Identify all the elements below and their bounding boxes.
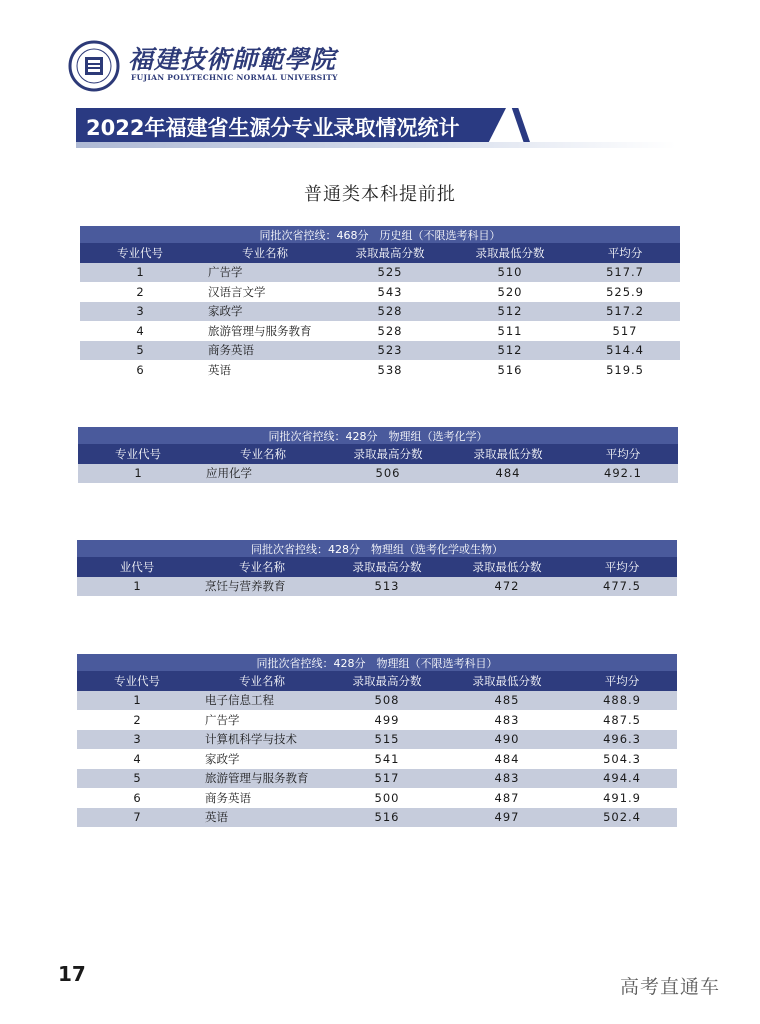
max-score-cell: 499 — [327, 710, 447, 730]
school-name-en: FUJIAN POLYTECHNIC NORMAL UNIVERSITY — [131, 73, 338, 82]
min-score-cell: 483 — [447, 710, 567, 730]
table-row — [77, 769, 677, 789]
table-row — [77, 730, 677, 750]
min-score-cell: 483 — [447, 769, 567, 789]
table-caption-row — [77, 540, 677, 557]
major-name-cell: 广告学 — [200, 263, 330, 283]
max-score-cell: 513 — [327, 577, 447, 597]
major-code-cell: 1 — [78, 464, 198, 484]
page-title: 2022年福建省生源分专业录取情况统计 — [86, 116, 460, 140]
max-score-cell: 538 — [330, 360, 450, 380]
table-row — [78, 464, 678, 484]
major-code-cell: 3 — [77, 730, 197, 750]
avg-score-cell: 502.4 — [567, 808, 677, 828]
admission-table-physics-chemistry — [78, 427, 678, 483]
column-header: 业代号 — [77, 557, 197, 577]
school-seal-icon — [68, 40, 120, 92]
column-header: 专业名称 — [198, 444, 328, 464]
column-header: 平均分 — [570, 243, 680, 263]
max-score-cell: 543 — [330, 282, 450, 302]
table-header-row — [80, 243, 680, 263]
avg-score-cell: 487.5 — [567, 710, 677, 730]
min-score-cell: 512 — [450, 341, 570, 361]
column-header: 录取最低分数 — [450, 243, 570, 263]
major-code-cell: 2 — [77, 710, 197, 730]
avg-score-cell: 504.3 — [567, 749, 677, 769]
min-score-cell: 516 — [450, 360, 570, 380]
table-header-row — [77, 671, 677, 691]
table-header-row — [77, 557, 677, 577]
column-header: 平均分 — [567, 557, 677, 577]
major-code-cell: 4 — [80, 321, 200, 341]
column-header: 录取最高分数 — [328, 444, 448, 464]
major-code-cell: 1 — [80, 263, 200, 283]
table-caption: 同批次省控线：428分 物理组（选考化学或生物） — [77, 540, 677, 557]
min-score-cell: 485 — [447, 691, 567, 711]
banner-underline — [76, 142, 676, 148]
max-score-cell: 506 — [328, 464, 448, 484]
avg-score-cell: 517.2 — [570, 302, 680, 322]
table-row — [77, 710, 677, 730]
max-score-cell: 523 — [330, 341, 450, 361]
table-row — [80, 341, 680, 361]
table-caption: 同批次省控线：428分 物理组（不限选考科目） — [77, 654, 677, 671]
major-name-cell: 英语 — [197, 808, 327, 828]
major-name-cell: 商务英语 — [197, 788, 327, 808]
table-row — [80, 282, 680, 302]
major-name-cell: 家政学 — [200, 302, 330, 322]
major-name-cell: 英语 — [200, 360, 330, 380]
min-score-cell: 487 — [447, 788, 567, 808]
min-score-cell: 484 — [447, 749, 567, 769]
max-score-cell: 541 — [327, 749, 447, 769]
major-code-cell: 3 — [80, 302, 200, 322]
major-code-cell: 5 — [77, 769, 197, 789]
table-caption: 同批次省控线：468分 历史组（不限选考科目） — [80, 226, 680, 243]
table-row — [77, 577, 677, 597]
max-score-cell: 528 — [330, 302, 450, 322]
table-caption-row — [80, 226, 680, 243]
min-score-cell: 472 — [447, 577, 567, 597]
min-score-cell: 497 — [447, 808, 567, 828]
admission-table-physics-chem-or-bio — [77, 540, 677, 596]
min-score-cell: 520 — [450, 282, 570, 302]
column-header: 录取最高分数 — [330, 243, 450, 263]
major-name-cell: 家政学 — [197, 749, 327, 769]
column-header: 专业名称 — [197, 671, 327, 691]
column-header: 录取最低分数 — [447, 557, 567, 577]
watermark: 高考直通车 — [620, 976, 721, 998]
section-title: 普通类本科提前批 — [304, 184, 456, 205]
major-name-cell: 旅游管理与服务教育 — [200, 321, 330, 341]
avg-score-cell: 517 — [570, 321, 680, 341]
table-caption-row — [77, 654, 677, 671]
major-code-cell: 7 — [77, 808, 197, 828]
avg-score-cell: 519.5 — [570, 360, 680, 380]
column-header: 专业代号 — [77, 671, 197, 691]
major-name-cell: 汉语言文学 — [200, 282, 330, 302]
column-header: 专业代号 — [78, 444, 198, 464]
table-caption-row — [78, 427, 678, 444]
major-code-cell: 1 — [77, 691, 197, 711]
major-code-cell: 6 — [80, 360, 200, 380]
max-score-cell: 517 — [327, 769, 447, 789]
avg-score-cell: 491.9 — [567, 788, 677, 808]
min-score-cell: 512 — [450, 302, 570, 322]
major-name-cell: 旅游管理与服务教育 — [197, 769, 327, 789]
avg-score-cell: 525.9 — [570, 282, 680, 302]
min-score-cell: 510 — [450, 263, 570, 283]
major-code-cell: 6 — [77, 788, 197, 808]
avg-score-cell: 488.9 — [567, 691, 677, 711]
column-header: 专业名称 — [197, 557, 327, 577]
major-name-cell: 烹饪与营养教育 — [197, 577, 327, 597]
table-row — [80, 263, 680, 283]
table-header-row — [78, 444, 678, 464]
major-name-cell: 应用化学 — [198, 464, 328, 484]
title-banner — [76, 108, 676, 152]
max-score-cell: 500 — [327, 788, 447, 808]
admission-table-history — [80, 226, 680, 380]
major-name-cell: 广告学 — [197, 710, 327, 730]
avg-score-cell: 514.4 — [570, 341, 680, 361]
avg-score-cell: 494.4 — [567, 769, 677, 789]
major-code-cell: 5 — [80, 341, 200, 361]
avg-score-cell: 477.5 — [567, 577, 677, 597]
page-number: 17 — [58, 962, 86, 986]
column-header: 录取最高分数 — [327, 557, 447, 577]
column-header: 专业名称 — [200, 243, 330, 263]
major-code-cell: 1 — [77, 577, 197, 597]
major-name-cell: 计算机科学与技术 — [197, 730, 327, 750]
banner-stripe — [504, 108, 530, 142]
avg-score-cell: 517.7 — [570, 263, 680, 283]
major-name-cell: 商务英语 — [200, 341, 330, 361]
admission-table-physics-any — [77, 654, 677, 827]
column-header: 专业代号 — [80, 243, 200, 263]
column-header: 录取最低分数 — [447, 671, 567, 691]
column-header: 平均分 — [568, 444, 678, 464]
avg-score-cell: 496.3 — [567, 730, 677, 750]
table-row — [80, 302, 680, 322]
table-row — [77, 788, 677, 808]
table-row — [77, 808, 677, 828]
min-score-cell: 490 — [447, 730, 567, 750]
max-score-cell: 508 — [327, 691, 447, 711]
avg-score-cell: 492.1 — [568, 464, 678, 484]
major-name-cell: 电子信息工程 — [197, 691, 327, 711]
max-score-cell: 516 — [327, 808, 447, 828]
table-row — [80, 321, 680, 341]
table-row — [77, 691, 677, 711]
column-header: 录取最低分数 — [448, 444, 568, 464]
column-header: 平均分 — [567, 671, 677, 691]
max-score-cell: 528 — [330, 321, 450, 341]
min-score-cell: 511 — [450, 321, 570, 341]
max-score-cell: 515 — [327, 730, 447, 750]
major-code-cell: 4 — [77, 749, 197, 769]
school-name-cn: 福建技術師範學院 — [128, 45, 337, 74]
table-row — [77, 749, 677, 769]
column-header: 录取最高分数 — [327, 671, 447, 691]
table-row — [80, 360, 680, 380]
max-score-cell: 525 — [330, 263, 450, 283]
table-caption: 同批次省控线：428分 物理组（选考化学） — [78, 427, 678, 444]
min-score-cell: 484 — [448, 464, 568, 484]
major-code-cell: 2 — [80, 282, 200, 302]
